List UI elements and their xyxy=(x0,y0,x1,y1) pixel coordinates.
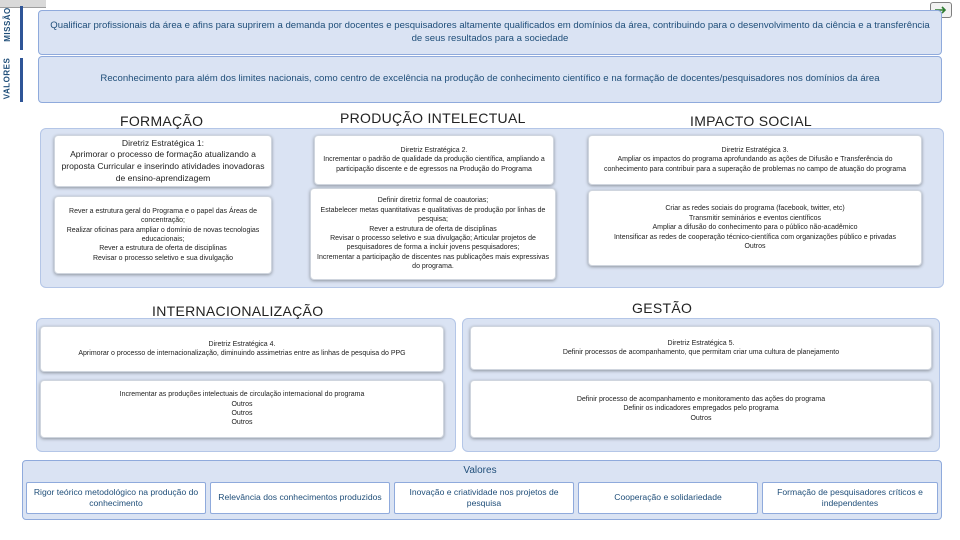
gestao-diretriz-text: Definir processos de acompanhamento, que permitam criar uma cultura de planejamento xyxy=(562,349,840,356)
producao-diretriz-title: Diretriz Estratégica 2. xyxy=(400,146,468,154)
impacto-acao-item: Intensificar as redes de cooperação técnico-científica com organizações público e privadas xyxy=(613,233,897,241)
producao-title: PRODUÇÃO INTELECTUAL xyxy=(340,110,526,126)
gestao-diretriz-title: Diretriz Estratégica 5. xyxy=(667,339,735,347)
producao-acoes-card xyxy=(310,188,556,280)
valores-divider xyxy=(20,58,23,102)
gestao-acoes-card xyxy=(470,380,932,438)
valor-item: Cooperação e solidariedade xyxy=(578,482,758,514)
producao-acao-item: Revisar o processo seletivo e sua divulgação; Articular projetos de pesquisadores de forma a incluir jovens pesquisadores; xyxy=(330,235,536,252)
impacto-acoes-card xyxy=(588,190,922,266)
missao-text: Qualificar profissionais da área e afins para suprirem a demanda por docentes e pesquisadores altamente qualificados em domínios da área, contribuindo para o desenvolvimento da ciência e a transferência de seus resultados para a sociedade xyxy=(50,19,930,44)
impacto-acao-item: Criar as redes sociais do programa (facebook, twitter, etc) xyxy=(665,205,845,213)
formacao-diretriz-title: Diretriz Estratégica 1: xyxy=(121,137,205,148)
impacto-diretriz-title: Diretriz Estratégica 3. xyxy=(721,146,789,154)
internacionalizacao-diretriz-title: Diretriz Estratégica 4. xyxy=(208,340,276,348)
impacto-acao-item: Ampliar a difusão do conhecimento para o público não-acadêmico xyxy=(652,224,858,232)
internacionalizacao-diretriz-text: Aprimorar o processo de internacionalização, diminuindo assimetrias entre as linhas de pesquisa do PPG xyxy=(78,350,406,357)
internacionalizacao-acao-item: Outros xyxy=(231,400,253,408)
formacao-acao-item: Realizar oficinas para ampliar o domínio de novas tecnologias educacionais; xyxy=(66,226,260,243)
internacionalizacao-acao-item: Outros xyxy=(231,410,253,417)
formacao-diretriz-card xyxy=(54,135,272,187)
missao-divider xyxy=(20,6,23,50)
formacao-acao-item: Revisar o processo seletivo e sua divulgação xyxy=(92,254,234,262)
valores-side-label: VALORES xyxy=(2,57,12,99)
internacionalizacao-acao-item: Incrementar as produções intelectuais de circulação internacional do programa xyxy=(119,391,365,399)
valor-item: Inovação e criatividade nos projetos de pesquisa xyxy=(394,482,574,514)
gestao-acao-item: Definir os indicadores empregados pelo programa xyxy=(623,405,779,413)
producao-diretriz-card xyxy=(314,135,554,185)
valor-item: Rigor teórico metodológico na produção do conhecimento xyxy=(26,482,206,514)
formacao-title: FORMAÇÃO xyxy=(120,113,204,129)
formacao-acoes-card xyxy=(54,196,272,274)
impacto-diretriz-text: Ampliar os impactos do programa aprofundando as ações de Difusão e Transferência do conhecimento para contribuir para a superação de problemas no campo de atuação do programa xyxy=(604,156,906,173)
impacto-acao-item: Outros xyxy=(744,243,766,251)
valor-item: Relevância dos conhecimentos produzidos xyxy=(210,482,390,514)
internacionalizacao-acoes-card xyxy=(40,380,444,438)
gestao-acao-item: Definir processo de acompanhamento e monitoramento das ações do programa xyxy=(576,395,826,403)
valor-item: Formação de pesquisadores críticos e independentes xyxy=(762,482,938,514)
valores-title: Valores xyxy=(463,465,497,476)
producao-acao-item: Rever a estrutura de oferta de disciplinas xyxy=(369,225,497,233)
internacionalizacao-acao-item: Outros xyxy=(231,419,253,427)
producao-acao-item: Incrementar a participação de discentes nas publicações mais expressivas do programa. xyxy=(317,253,549,271)
gestao-title: GESTÃO xyxy=(632,300,693,316)
impacto-acao-item: Transmitir seminários e eventos científicos xyxy=(688,214,821,222)
impacto-diretriz-card xyxy=(588,135,922,185)
formacao-acao-item: Rever a estrutura geral do Programa e o papel das Áreas de concentração; xyxy=(69,207,257,225)
formacao-diretriz-text: Aprimorar o processo de formação atualizando a proposta Curricular e inserindo atividades inovadoras de ensino-aprendizagem xyxy=(61,149,265,183)
impacto-title: IMPACTO SOCIAL xyxy=(690,113,812,129)
producao-diretriz-text: Incrementar o padrão de qualidade da produção científica, ampliando a participação discente e de egressos na Produção do Programa xyxy=(323,156,545,173)
producao-acao-item: Definir diretriz formal de coautorias; xyxy=(377,197,489,205)
gestao-acao-item: Outros xyxy=(690,414,712,422)
valores-text: Reconhecimento para além dos limites nacionais, como centro de excelência na produção de conhecimento científico e na formação de docentes/pesquisadores nos domínios da área xyxy=(100,73,880,85)
internacionalizacao-title: INTERNACIONALIZAÇÃO xyxy=(152,303,324,319)
gestao-diretriz-card xyxy=(470,326,932,370)
valores-statement-box xyxy=(38,56,942,103)
producao-acao-item: Estabelecer metas quantitativas e qualitativas de produção por linhas de pesquisa; xyxy=(320,206,546,224)
missao-box xyxy=(38,10,942,55)
formacao-acao-item: Rever a estrutura de oferta de disciplinas xyxy=(99,245,227,253)
missao-side-label: MISSÃO xyxy=(2,6,12,42)
internacionalizacao-diretriz-card xyxy=(40,326,444,372)
